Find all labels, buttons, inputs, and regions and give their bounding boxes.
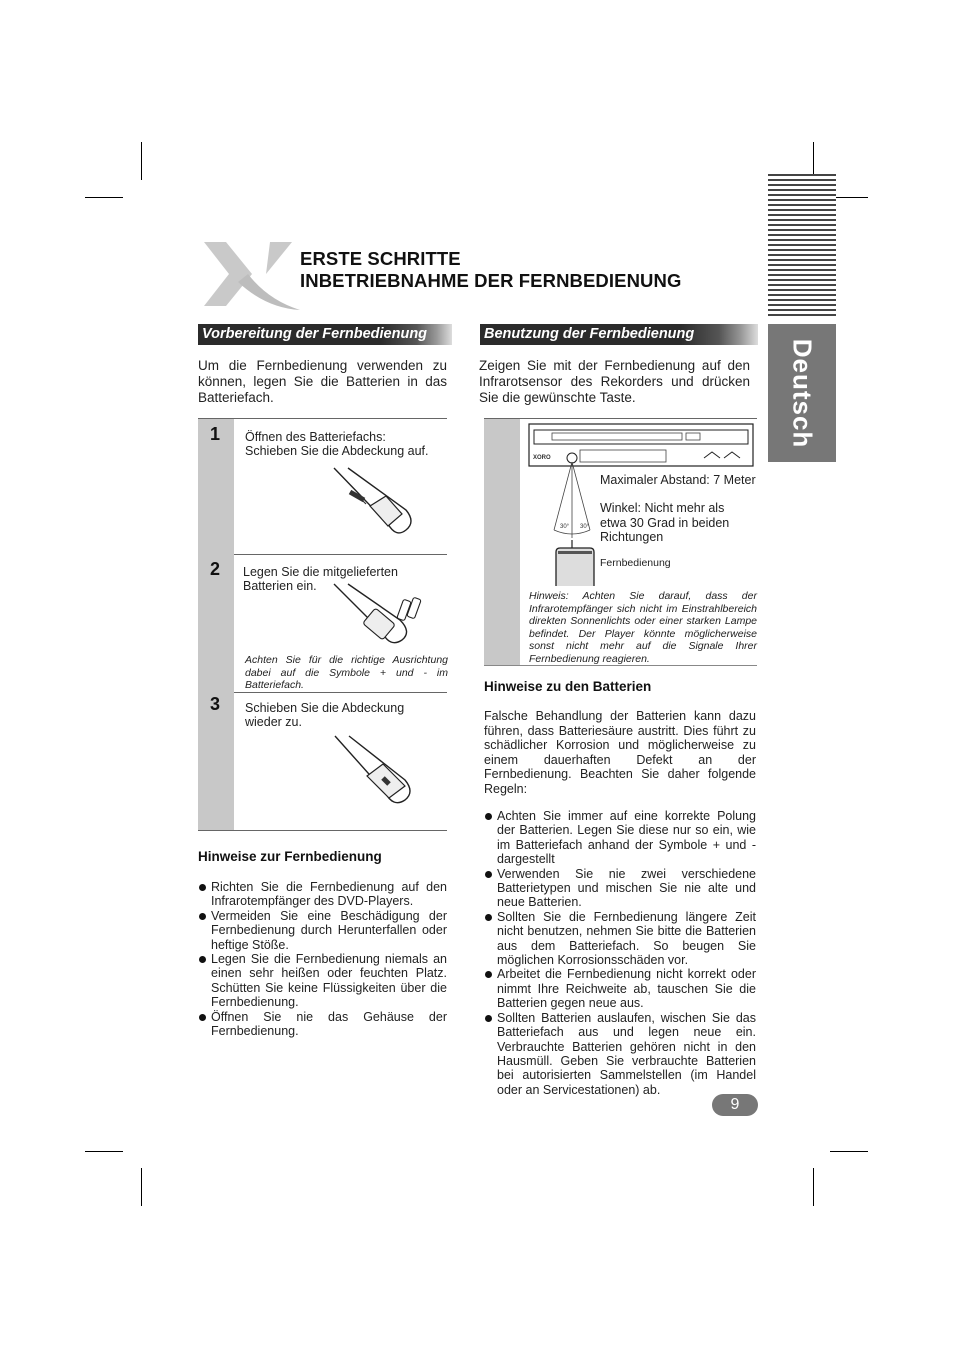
step-number: 3 <box>210 694 221 714</box>
diagram-gray-column <box>484 419 520 665</box>
crop-mark <box>141 1168 142 1206</box>
step-text: Legen Sie die mitgelieferten <box>243 565 398 579</box>
step-column <box>198 419 234 830</box>
language-tab-label-wrap <box>768 324 836 462</box>
side-stripes <box>768 174 836 318</box>
step-text: Schieben Sie die Abdeckung <box>245 701 405 715</box>
list-item: Verwenden Sie nie zwei verschiedene Batterietypen und mischen Sie nie alte und neue Batterien. <box>484 867 756 910</box>
divider <box>234 554 447 555</box>
angle-label-line: Richtungen <box>600 530 664 544</box>
battery-hints-title: Hinweise zu den Batterien <box>484 679 652 694</box>
angle-label-line: etwa 30 Grad in beiden <box>600 516 730 530</box>
brand-x-logo <box>196 238 304 312</box>
crop-mark <box>813 1168 814 1206</box>
step-text: wieder zu. <box>245 715 302 729</box>
remote-open-cover-illustration <box>330 466 416 548</box>
divider <box>198 830 447 831</box>
step-note: Achten Sie für die richtige Ausrichtung dabei auf die Symbole + und - im Batteriefach. <box>245 654 448 691</box>
battery-intro: Falsche Behandlung der Batterien kann dazu führen, dass Batteriesäure austritt. Dies führt zu schädlicher Korrosion und möglicherweise zu einem dauerhaften Defekt an der Fernbedienung. Beachten Sie daher folgende Regeln: <box>484 709 756 796</box>
step-number: 1 <box>210 424 221 444</box>
list-item: Richten Sie die Fernbedienung auf den Infrarotempfänger des DVD-Players. <box>198 880 447 909</box>
list-item: Arbeitet die Fernbedienung nicht korrekt oder nimmt Ihre Reichweite ab, tauschen Sie die Batterien gegen neue aus. <box>484 967 756 1010</box>
infrared-note: Hinweis: Achten Sie darauf, dass der Infrarotempfänger sich nicht im Einstrahlbereich direkten Sonnenlichts oder einer starken Lampe befindet. Der Player könnte möglicherweise sonst nicht mehr auf die Signale Ihrer Fernbedienung reagieren. <box>529 590 757 665</box>
language-tab-label: Deutsch <box>787 338 818 448</box>
hints-remote-title: Hinweise zur Fernbedienung <box>198 849 382 864</box>
list-item: Vermeiden Sie eine Beschädigung der Fernbedienung durch Herunterfallen oder heftige Stöße. <box>198 909 447 952</box>
step-text: Batterien ein. <box>243 579 317 593</box>
page-title-line1: ERSTE SCHRITTE <box>300 248 461 269</box>
list-item: Sollten Sie die Fernbedienung längere Zeit nicht benutzen, nehmen Sie bitte die Batterien aus dem Batteriefach. So beugen Sie möglichen Korrosionsschäden vor. <box>484 910 756 968</box>
list-item: Achten Sie immer auf eine korrekte Polung der Batterien. Legen Sie diese nur so ein, wie im Batteriefach anhand der Symbole + und - dargestellt <box>484 809 756 867</box>
list-item: Öffnen Sie nie das Gehäuse der Fernbedienung. <box>198 1010 447 1039</box>
section-title-usage: Benutzung der Fernbedienung <box>480 324 758 345</box>
page-title-line2: INBETRIEBNAHME DER FERNBEDIENUNG <box>300 270 682 291</box>
right-intro: Zeigen Sie mit der Fernbedienung auf den Infrarotsensor des Rekorders und drücken Sie die gewünschte Taste. <box>479 358 750 405</box>
page-number: 9 <box>712 1094 758 1116</box>
crop-mark <box>85 1151 123 1152</box>
angle-label-right: 30° <box>580 524 590 530</box>
diagram-gray-bottom <box>484 665 757 666</box>
divider <box>484 418 757 419</box>
left-intro: Um die Fernbedienung verwenden zu können, legen Sie die Batterien in das Batteriefach. <box>198 358 447 405</box>
remote-batteries-illustration <box>330 582 422 652</box>
device-logo: XORO <box>533 455 551 461</box>
crop-mark <box>141 142 142 180</box>
angle-label-left: 30° <box>560 524 570 530</box>
remote-control-icon <box>552 546 598 586</box>
step-text: Schieben Sie die Abdeckung auf. <box>245 444 429 458</box>
divider <box>198 418 447 419</box>
max-distance-label: Maximaler Abstand: 7 Meter <box>600 473 756 487</box>
step-number: 2 <box>210 559 221 579</box>
crop-mark <box>85 197 123 198</box>
remote-close-cover-illustration <box>333 734 415 814</box>
infrared-range-cone <box>548 458 598 554</box>
step-text: Öffnen des Batteriefachs: <box>245 430 386 444</box>
list-item: Legen Sie die Fernbedienung niemals an einen sehr heißen oder feuchten Platz. Schütten Sie keine Flüssigkeiten über die Fernbedienung. <box>198 952 447 1010</box>
angle-label-line: Winkel: Nicht mehr als <box>600 501 725 515</box>
list-item: Sollten Batterien auslaufen, wischen Sie das Batteriefach aus und legen neue ein. Verbrauchte Batterien gehören nicht in den Hausmüll. Geben Sie verbrauchte Batterien bei autorisierten Sammelstellen (im Handel oder an Servicestationen) ab. <box>484 1011 756 1097</box>
battery-hints-list <box>484 809 756 1097</box>
divider <box>234 692 447 693</box>
section-title-preparation: Vorbereitung der Fernbedienung <box>198 324 452 345</box>
hints-remote-list <box>198 880 447 1038</box>
remote-label: Fernbedienung <box>600 557 671 569</box>
crop-mark <box>830 1151 868 1152</box>
